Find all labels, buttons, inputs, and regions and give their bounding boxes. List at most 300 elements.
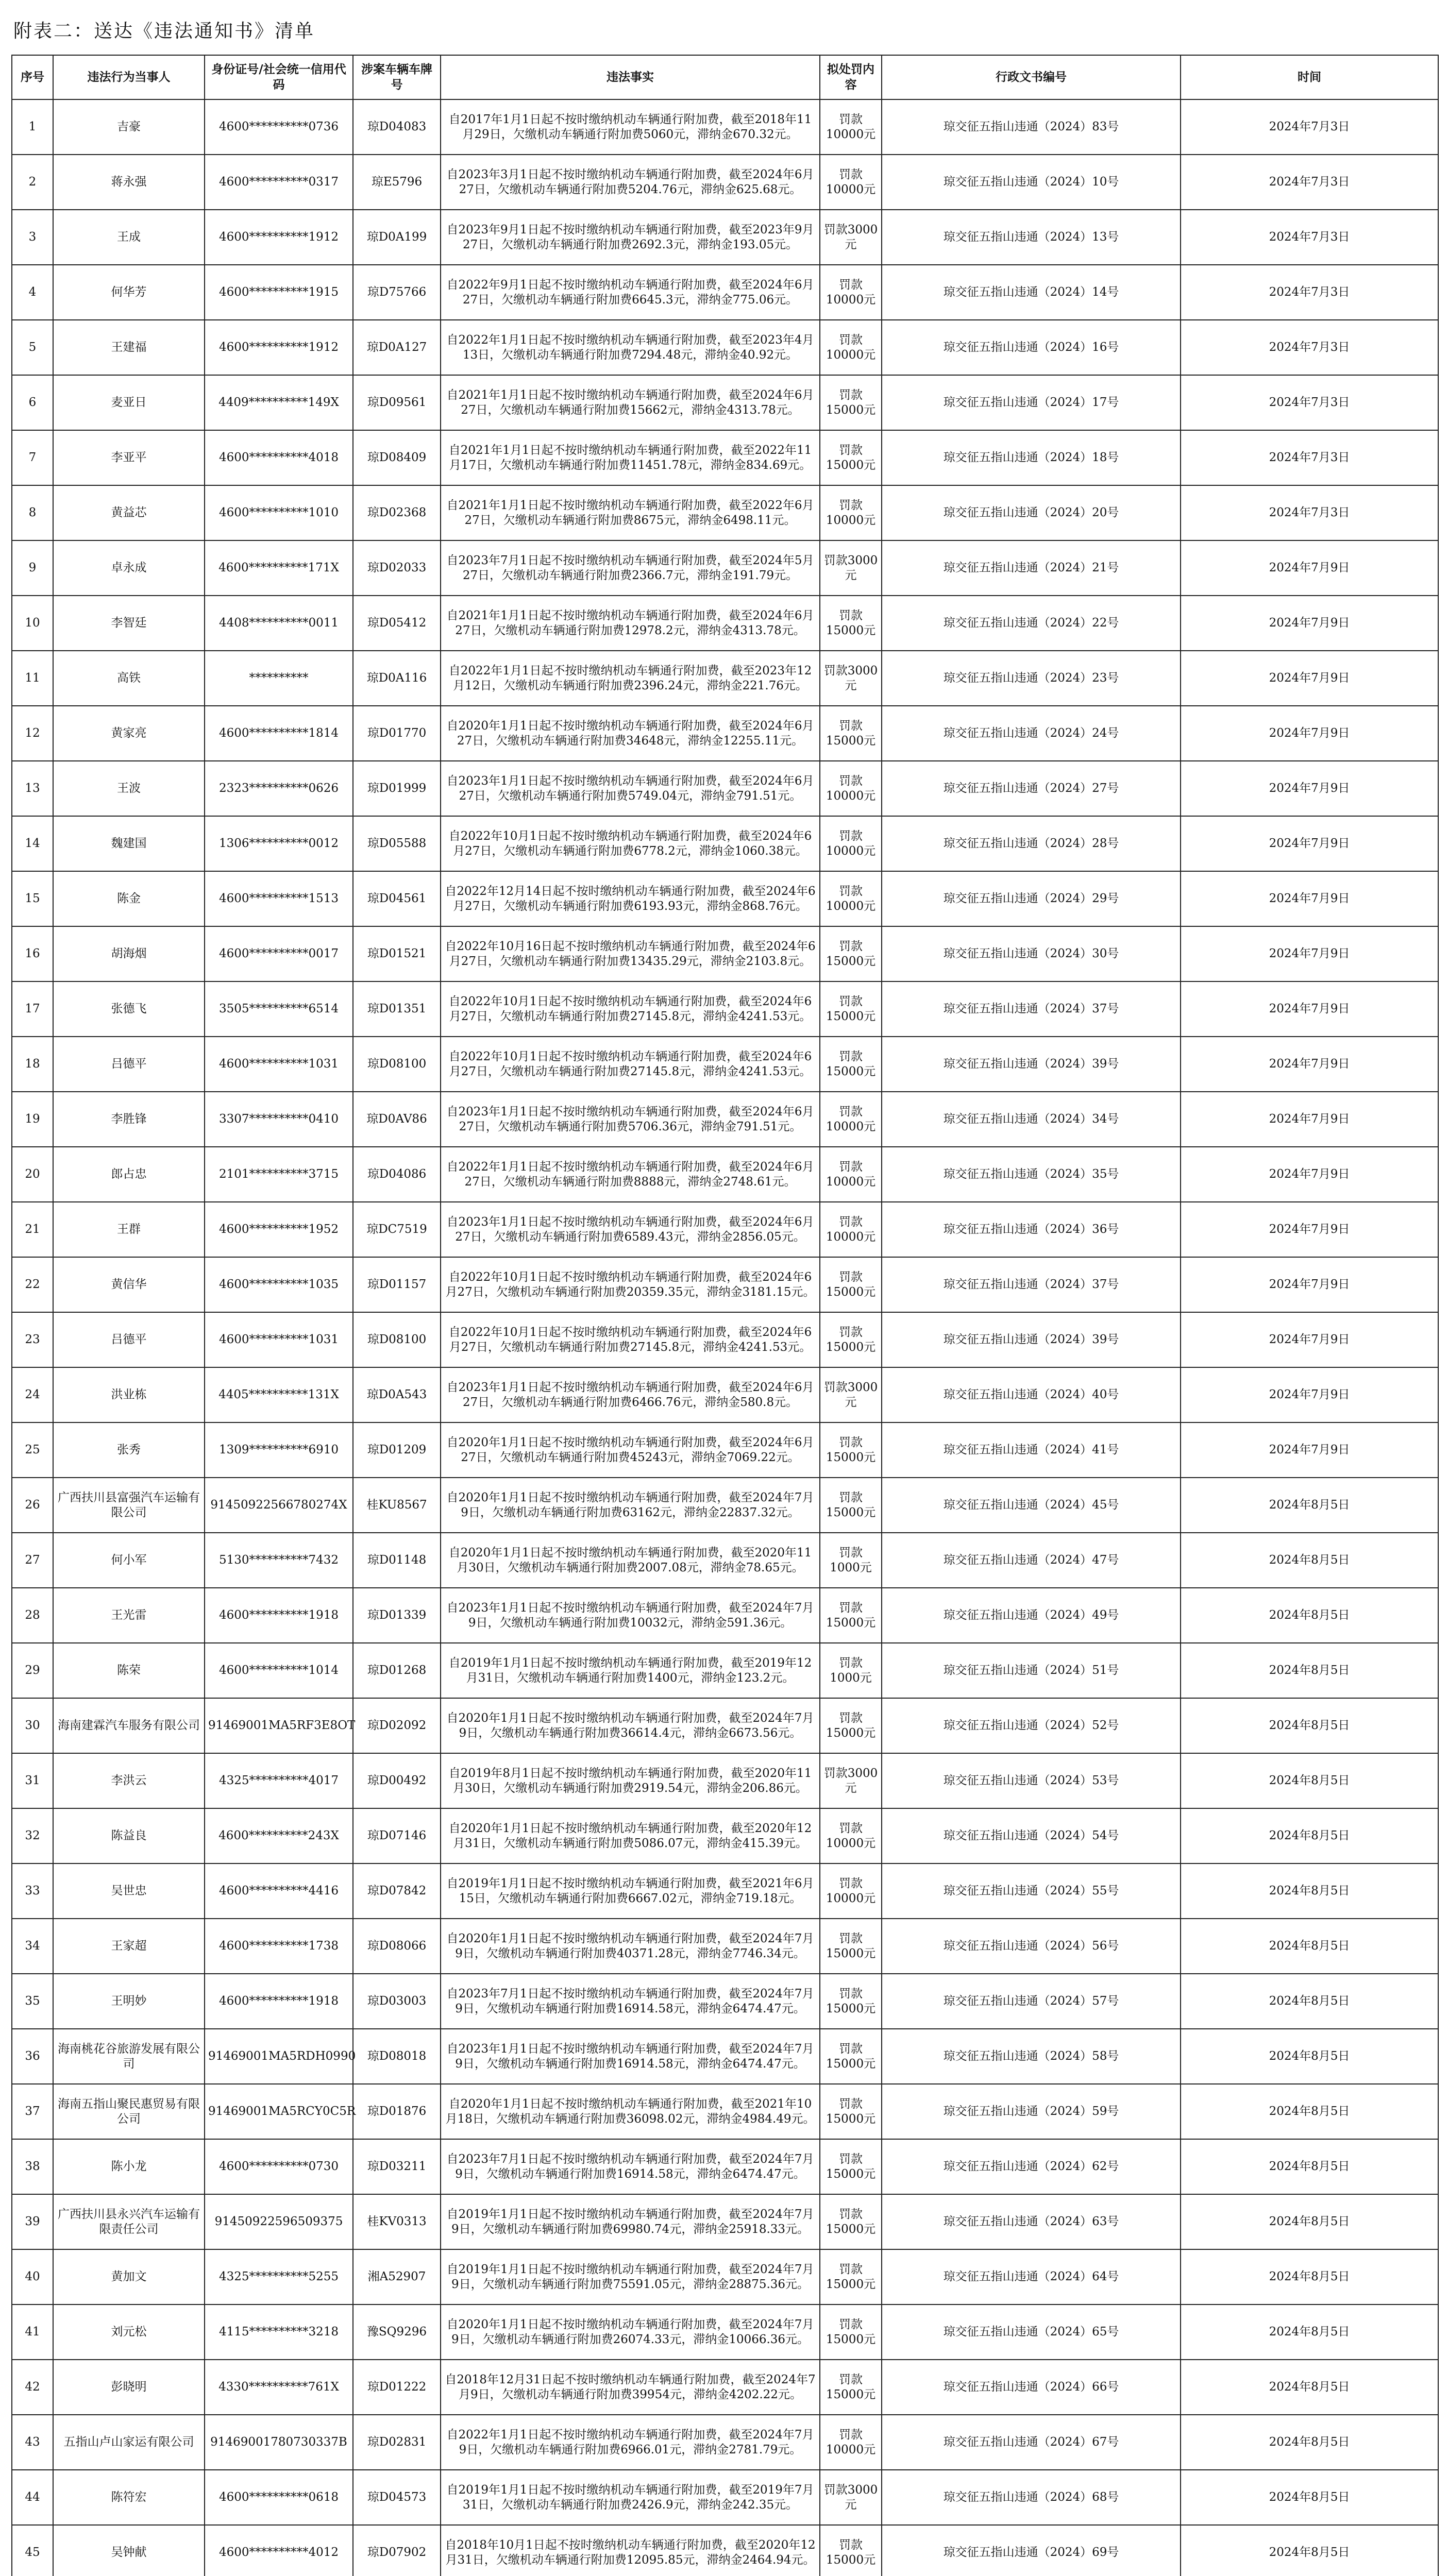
- cell-id-number: 4405**********131X: [205, 1367, 353, 1422]
- cell-document-number: 琼交征五指山违通（2024）47号: [882, 1533, 1181, 1588]
- cell-document-number: 琼交征五指山违通（2024）24号: [882, 706, 1181, 761]
- cell-index: 16: [12, 926, 53, 981]
- cell-date: 2024年7月3日: [1181, 155, 1438, 210]
- table-row: [12, 926, 1438, 981]
- cell-plate: 湘A52907: [353, 2249, 441, 2304]
- cell-date: 2024年8月5日: [1181, 2470, 1438, 2525]
- cell-party: 刘元松: [53, 2304, 205, 2360]
- cell-plate: 琼D07842: [353, 1863, 441, 1919]
- cell-index: 22: [12, 1257, 53, 1312]
- cell-id-number: 4409**********149X: [205, 375, 353, 430]
- cell-index: 8: [12, 485, 53, 540]
- cell-plate: 琼D02831: [353, 2415, 441, 2470]
- cell-penalty: 罚款 15000元: [820, 706, 882, 761]
- cell-facts: 自2020年1月1日起不按时缴纳机动车辆通行附加费，截至2024年6月27日，欠缴机动车辆通行附加费34648元，滞纳金12255.11元。: [441, 706, 820, 761]
- cell-plate: 琼D01222: [353, 2360, 441, 2415]
- cell-facts: 自2023年7月1日起不按时缴纳机动车辆通行附加费，截至2024年7月9日，欠缴机动车辆通行附加费16914.58元，滞纳金6474.47元。: [441, 2139, 820, 2194]
- cell-index: 43: [12, 2415, 53, 2470]
- cell-document-number: 琼交征五指山违通（2024）34号: [882, 1092, 1181, 1147]
- table-row: [12, 265, 1438, 320]
- cell-penalty: 罚款 15000元: [820, 1037, 882, 1092]
- cell-date: 2024年8月5日: [1181, 2194, 1438, 2249]
- cell-plate: 琼D04561: [353, 871, 441, 926]
- cell-index: 31: [12, 1753, 53, 1808]
- cell-party: 黄益芯: [53, 485, 205, 540]
- cell-index: 3: [12, 210, 53, 265]
- cell-index: 9: [12, 540, 53, 596]
- cell-penalty: 罚款 10000元: [820, 1808, 882, 1863]
- cell-id-number: 4600**********1031: [205, 1037, 353, 1092]
- cell-date: 2024年8月5日: [1181, 1974, 1438, 2029]
- cell-party: 广西扶川县富强汽车运输有限公司: [53, 1478, 205, 1533]
- header-index: 序号: [12, 55, 53, 99]
- cell-plate: 琼D04573: [353, 2470, 441, 2525]
- cell-party: 张德飞: [53, 981, 205, 1037]
- cell-document-number: 琼交征五指山违通（2024）62号: [882, 2139, 1181, 2194]
- cell-date: 2024年8月5日: [1181, 1643, 1438, 1698]
- cell-plate: 琼D03003: [353, 1974, 441, 2029]
- cell-penalty: 罚款 10000元: [820, 1147, 882, 1202]
- cell-party: 王波: [53, 761, 205, 816]
- cell-penalty: 罚款 15000元: [820, 2249, 882, 2304]
- cell-penalty: 罚款 15000元: [820, 926, 882, 981]
- cell-document-number: 琼交征五指山违通（2024）17号: [882, 375, 1181, 430]
- cell-date: 2024年7月9日: [1181, 1092, 1438, 1147]
- cell-document-number: 琼交征五指山违通（2024）36号: [882, 1202, 1181, 1257]
- cell-party: 洪业栋: [53, 1367, 205, 1422]
- cell-date: 2024年7月9日: [1181, 1037, 1438, 1092]
- cell-document-number: 琼交征五指山违通（2024）40号: [882, 1367, 1181, 1422]
- cell-document-number: 琼交征五指山违通（2024）16号: [882, 320, 1181, 375]
- cell-document-number: 琼交征五指山违通（2024）27号: [882, 761, 1181, 816]
- cell-penalty: 罚款 15000元: [820, 430, 882, 485]
- cell-document-number: 琼交征五指山违通（2024）59号: [882, 2084, 1181, 2139]
- table-row: [12, 1478, 1438, 1533]
- table-row: [12, 430, 1438, 485]
- cell-date: 2024年8月5日: [1181, 1753, 1438, 1808]
- cell-date: 2024年7月9日: [1181, 761, 1438, 816]
- cell-facts: 自2019年1月1日起不按时缴纳机动车辆通行附加费，截至2019年12月31日，欠缴机动车辆通行附加费1400元，滞纳金123.2元。: [441, 1643, 820, 1698]
- cell-facts: 自2020年1月1日起不按时缴纳机动车辆通行附加费，截至2021年10月18日，欠缴机动车辆通行附加费36098.02元，滞纳金4984.49元。: [441, 2084, 820, 2139]
- table-row: [12, 2525, 1438, 2576]
- cell-date: 2024年7月9日: [1181, 1202, 1438, 1257]
- cell-plate: 琼DC7519: [353, 1202, 441, 1257]
- cell-index: 33: [12, 1863, 53, 1919]
- cell-id-number: 2101**********3715: [205, 1147, 353, 1202]
- cell-penalty: 罚款 10000元: [820, 155, 882, 210]
- cell-index: 14: [12, 816, 53, 871]
- table-row: [12, 2029, 1438, 2084]
- cell-id-number: 4600**********1915: [205, 265, 353, 320]
- cell-index: 10: [12, 596, 53, 651]
- cell-document-number: 琼交征五指山违通（2024）20号: [882, 485, 1181, 540]
- cell-index: 34: [12, 1919, 53, 1974]
- cell-plate: 琼D07902: [353, 2525, 441, 2576]
- cell-id-number: 1309**********6910: [205, 1422, 353, 1478]
- table-row: [12, 1808, 1438, 1863]
- cell-party: 吴世忠: [53, 1863, 205, 1919]
- cell-id-number: 4600**********1912: [205, 320, 353, 375]
- cell-plate: 琼D08409: [353, 430, 441, 485]
- table-row: [12, 2470, 1438, 2525]
- cell-plate: 琼D04083: [353, 99, 441, 155]
- cell-plate: 琼D0A199: [353, 210, 441, 265]
- cell-date: 2024年8月5日: [1181, 2304, 1438, 2360]
- cell-party: 王家超: [53, 1919, 205, 1974]
- cell-facts: 自2022年1月1日起不按时缴纳机动车辆通行附加费，截至2023年4月13日，欠缴机动车辆通行附加费7294.48元，滞纳金40.92元。: [441, 320, 820, 375]
- cell-document-number: 琼交征五指山违通（2024）41号: [882, 1422, 1181, 1478]
- cell-document-number: 琼交征五指山违通（2024）66号: [882, 2360, 1181, 2415]
- cell-document-number: 琼交征五指山违通（2024）69号: [882, 2525, 1181, 2576]
- cell-id-number: 4600**********171X: [205, 540, 353, 596]
- cell-document-number: 琼交征五指山违通（2024）39号: [882, 1312, 1181, 1367]
- cell-facts: 自2020年1月1日起不按时缴纳机动车辆通行附加费，截至2024年7月9日，欠缴机动车辆通行附加费40371.28元，滞纳金7746.34元。: [441, 1919, 820, 1974]
- cell-date: 2024年8月5日: [1181, 1588, 1438, 1643]
- cell-plate: 琼D0A116: [353, 651, 441, 706]
- cell-id-number: 4600**********1513: [205, 871, 353, 926]
- cell-id-number: 91469001MA5RF3E8OT: [205, 1698, 353, 1753]
- cell-index: 40: [12, 2249, 53, 2304]
- cell-document-number: 琼交征五指山违通（2024）54号: [882, 1808, 1181, 1863]
- cell-facts: 自2022年1月1日起不按时缴纳机动车辆通行附加费，截至2023年12月12日，欠缴机动车辆通行附加费2396.24元，滞纳金221.76元。: [441, 651, 820, 706]
- cell-date: 2024年8月5日: [1181, 2029, 1438, 2084]
- cell-plate: 琼D01521: [353, 926, 441, 981]
- cell-penalty: 罚款3000元: [820, 210, 882, 265]
- cell-document-number: 琼交征五指山违通（2024）65号: [882, 2304, 1181, 2360]
- cell-id-number: 1306**********0012: [205, 816, 353, 871]
- cell-facts: 自2022年10月1日起不按时缴纳机动车辆通行附加费，截至2024年6月27日，欠缴机动车辆通行附加费27145.8元，滞纳金4241.53元。: [441, 1037, 820, 1092]
- table-row: [12, 816, 1438, 871]
- cell-facts: 自2023年1月1日起不按时缴纳机动车辆通行附加费，截至2024年7月9日，欠缴机动车辆通行附加费16914.58元，滞纳金6474.47元。: [441, 2029, 820, 2084]
- cell-date: 2024年8月5日: [1181, 2249, 1438, 2304]
- cell-document-number: 琼交征五指山违通（2024）39号: [882, 1037, 1181, 1092]
- cell-date: 2024年8月5日: [1181, 1478, 1438, 1533]
- cell-index: 36: [12, 2029, 53, 2084]
- cell-index: 32: [12, 1808, 53, 1863]
- table-row: [12, 1698, 1438, 1753]
- cell-party: 海南五指山聚民惠贸易有限公司: [53, 2084, 205, 2139]
- cell-index: 37: [12, 2084, 53, 2139]
- cell-index: 1: [12, 99, 53, 155]
- cell-index: 15: [12, 871, 53, 926]
- cell-id-number: 4600**********1031: [205, 1312, 353, 1367]
- cell-plate: 琼D09561: [353, 375, 441, 430]
- table-row: [12, 1533, 1438, 1588]
- cell-facts: 自2023年1月1日起不按时缴纳机动车辆通行附加费，截至2024年6月27日，欠缴机动车辆通行附加费5749.04元，滞纳金791.51元。: [441, 761, 820, 816]
- cell-facts: 自2021年1月1日起不按时缴纳机动车辆通行附加费，截至2022年11月17日，欠缴机动车辆通行附加费11451.78元，滞纳金834.69元。: [441, 430, 820, 485]
- table-row: [12, 981, 1438, 1037]
- cell-document-number: 琼交征五指山违通（2024）55号: [882, 1863, 1181, 1919]
- cell-penalty: 罚款 10000元: [820, 871, 882, 926]
- cell-index: 29: [12, 1643, 53, 1698]
- cell-plate: 琼D01351: [353, 981, 441, 1037]
- cell-plate: 豫SQ9296: [353, 2304, 441, 2360]
- cell-date: 2024年7月9日: [1181, 1312, 1438, 1367]
- cell-id-number: 4600**********1918: [205, 1974, 353, 2029]
- table-row: [12, 1643, 1438, 1698]
- cell-date: 2024年8月5日: [1181, 2360, 1438, 2415]
- cell-index: 44: [12, 2470, 53, 2525]
- cell-facts: 自2023年1月1日起不按时缴纳机动车辆通行附加费，截至2024年6月27日，欠缴机动车辆通行附加费6589.43元，滞纳金2856.05元。: [441, 1202, 820, 1257]
- cell-id-number: 4325**********5255: [205, 2249, 353, 2304]
- cell-facts: 自2023年1月1日起不按时缴纳机动车辆通行附加费，截至2024年7月9日，欠缴机动车辆通行附加费10032元，滞纳金591.36元。: [441, 1588, 820, 1643]
- cell-plate: 琼D0A127: [353, 320, 441, 375]
- cell-plate: 琼D01157: [353, 1257, 441, 1312]
- cell-party: 王群: [53, 1202, 205, 1257]
- cell-penalty: 罚款 10000元: [820, 761, 882, 816]
- cell-facts: 自2020年1月1日起不按时缴纳机动车辆通行附加费，截至2020年12月31日，欠缴机动车辆通行附加费5086.07元，滞纳金415.39元。: [441, 1808, 820, 1863]
- cell-penalty: 罚款 10000元: [820, 816, 882, 871]
- cell-id-number: 91469001MA5RDH0990: [205, 2029, 353, 2084]
- cell-party: 王建福: [53, 320, 205, 375]
- cell-penalty: 罚款 15000元: [820, 1698, 882, 1753]
- cell-index: 7: [12, 430, 53, 485]
- table-row: [12, 1257, 1438, 1312]
- cell-id-number: 4600**********0736: [205, 99, 353, 155]
- cell-penalty: 罚款3000元: [820, 1367, 882, 1422]
- cell-penalty: 罚款 10000元: [820, 485, 882, 540]
- cell-document-number: 琼交征五指山违通（2024）22号: [882, 596, 1181, 651]
- cell-facts: 自2023年7月1日起不按时缴纳机动车辆通行附加费，截至2024年5月27日，欠缴机动车辆通行附加费2366.7元，滞纳金191.79元。: [441, 540, 820, 596]
- document-title: 附表二：送达《违法通知书》清单: [13, 20, 315, 42]
- cell-index: 38: [12, 2139, 53, 2194]
- cell-id-number: 4600**********4416: [205, 1863, 353, 1919]
- cell-penalty: 罚款 15000元: [820, 2304, 882, 2360]
- cell-plate: 琼D08018: [353, 2029, 441, 2084]
- cell-id-number: 4600**********1912: [205, 210, 353, 265]
- table-row: [12, 871, 1438, 926]
- table-header-row: [12, 55, 1438, 99]
- table-row: [12, 1422, 1438, 1478]
- cell-date: 2024年8月5日: [1181, 1533, 1438, 1588]
- cell-plate: 琼D02092: [353, 1698, 441, 1753]
- cell-document-number: 琼交征五指山违通（2024）57号: [882, 1974, 1181, 2029]
- cell-penalty: 罚款 15000元: [820, 2525, 882, 2576]
- cell-party: 海南建霖汽车服务有限公司: [53, 1698, 205, 1753]
- cell-facts: 自2023年7月1日起不按时缴纳机动车辆通行附加费，截至2024年7月9日，欠缴机动车辆通行附加费16914.58元，滞纳金6474.47元。: [441, 1974, 820, 2029]
- cell-penalty: 罚款3000元: [820, 1753, 882, 1808]
- cell-document-number: 琼交征五指山违通（2024）68号: [882, 2470, 1181, 2525]
- cell-document-number: 琼交征五指山违通（2024）29号: [882, 871, 1181, 926]
- table-row: [12, 1974, 1438, 2029]
- cell-date: 2024年8月5日: [1181, 2084, 1438, 2139]
- cell-id-number: 91469001MA5RCY0C5R: [205, 2084, 353, 2139]
- cell-index: 18: [12, 1037, 53, 1092]
- cell-facts: 自2023年9月1日起不按时缴纳机动车辆通行附加费，截至2023年9月27日，欠缴机动车辆通行附加费2692.3元，滞纳金193.05元。: [441, 210, 820, 265]
- cell-party: 蒋永强: [53, 155, 205, 210]
- table-row: [12, 1312, 1438, 1367]
- cell-penalty: 罚款 10000元: [820, 320, 882, 375]
- cell-date: 2024年7月9日: [1181, 926, 1438, 981]
- cell-plate: 琼D04086: [353, 1147, 441, 1202]
- cell-index: 21: [12, 1202, 53, 1257]
- cell-facts: 自2022年10月16日起不按时缴纳机动车辆通行附加费，截至2024年6月27日，欠缴机动车辆通行附加费13435.29元，滞纳金2103.8元。: [441, 926, 820, 981]
- cell-party: 何华芳: [53, 265, 205, 320]
- cell-plate: 琼D00492: [353, 1753, 441, 1808]
- cell-date: 2024年7月3日: [1181, 375, 1438, 430]
- cell-index: 6: [12, 375, 53, 430]
- cell-facts: 自2020年1月1日起不按时缴纳机动车辆通行附加费，截至2024年7月9日，欠缴机动车辆通行附加费63162元，滞纳金22837.32元。: [441, 1478, 820, 1533]
- cell-id-number: 3307**********0410: [205, 1092, 353, 1147]
- header-plate: 涉案车辆车牌号: [353, 55, 441, 99]
- cell-party: 陈荣: [53, 1643, 205, 1698]
- cell-id-number: 91469001780730337B: [205, 2415, 353, 2470]
- cell-penalty: 罚款3000元: [820, 2470, 882, 2525]
- cell-index: 11: [12, 651, 53, 706]
- cell-index: 24: [12, 1367, 53, 1422]
- cell-penalty: 罚款 15000元: [820, 1919, 882, 1974]
- notice-list-table: [11, 55, 1439, 2576]
- cell-document-number: 琼交征五指山违通（2024）52号: [882, 1698, 1181, 1753]
- cell-party: 黄信华: [53, 1257, 205, 1312]
- cell-document-number: 琼交征五指山违通（2024）13号: [882, 210, 1181, 265]
- cell-index: 23: [12, 1312, 53, 1367]
- cell-id-number: 4115**********3218: [205, 2304, 353, 2360]
- header-party: 违法行为当事人: [53, 55, 205, 99]
- cell-penalty: 罚款 10000元: [820, 1092, 882, 1147]
- cell-index: 2: [12, 155, 53, 210]
- cell-index: 4: [12, 265, 53, 320]
- cell-index: 42: [12, 2360, 53, 2415]
- table-row: [12, 2360, 1438, 2415]
- cell-id-number: 4600**********0317: [205, 155, 353, 210]
- cell-penalty: 罚款 15000元: [820, 2084, 882, 2139]
- cell-document-number: 琼交征五指山违通（2024）49号: [882, 1588, 1181, 1643]
- cell-document-number: 琼交征五指山违通（2024）14号: [882, 265, 1181, 320]
- cell-plate: 桂KV0313: [353, 2194, 441, 2249]
- cell-document-number: 琼交征五指山违通（2024）67号: [882, 2415, 1181, 2470]
- cell-document-number: 琼交征五指山违通（2024）28号: [882, 816, 1181, 871]
- cell-party: 张秀: [53, 1422, 205, 1478]
- cell-plate: 琼D0A543: [353, 1367, 441, 1422]
- table-row: [12, 2139, 1438, 2194]
- cell-index: 27: [12, 1533, 53, 1588]
- cell-plate: 琼D01999: [353, 761, 441, 816]
- header-penalty: 拟处罚内容: [820, 55, 882, 99]
- cell-document-number: 琼交征五指山违通（2024）51号: [882, 1643, 1181, 1698]
- cell-date: 2024年7月3日: [1181, 99, 1438, 155]
- cell-penalty: 罚款3000元: [820, 540, 882, 596]
- cell-facts: 自2020年1月1日起不按时缴纳机动车辆通行附加费，截至2024年6月27日，欠缴机动车辆通行附加费45243元，滞纳金7069.22元。: [441, 1422, 820, 1478]
- cell-party: 陈小龙: [53, 2139, 205, 2194]
- cell-party: 何小军: [53, 1533, 205, 1588]
- cell-facts: 自2019年8月1日起不按时缴纳机动车辆通行附加费，截至2020年11月30日，欠缴机动车辆通行附加费2919.54元，滞纳金206.86元。: [441, 1753, 820, 1808]
- cell-facts: 自2023年3月1日起不按时缴纳机动车辆通行附加费，截至2024年6月27日，欠缴机动车辆通行附加费5204.76元，滞纳金625.68元。: [441, 155, 820, 210]
- cell-penalty: 罚款 10000元: [820, 265, 882, 320]
- cell-date: 2024年7月3日: [1181, 320, 1438, 375]
- cell-date: 2024年7月9日: [1181, 1147, 1438, 1202]
- cell-index: 39: [12, 2194, 53, 2249]
- cell-penalty: 罚款 15000元: [820, 2194, 882, 2249]
- table-row: [12, 1588, 1438, 1643]
- header-id-number: 身份证号/社会统一信用代码: [205, 55, 353, 99]
- cell-date: 2024年7月3日: [1181, 265, 1438, 320]
- cell-facts: 自2022年1月1日起不按时缴纳机动车辆通行附加费，截至2024年7月9日，欠缴机动车辆通行附加费6966.01元，滞纳金2781.79元。: [441, 2415, 820, 2470]
- cell-party: 王成: [53, 210, 205, 265]
- cell-date: 2024年7月9日: [1181, 706, 1438, 761]
- cell-date: 2024年8月5日: [1181, 1698, 1438, 1753]
- cell-penalty: 罚款 15000元: [820, 1312, 882, 1367]
- table-row: [12, 540, 1438, 596]
- cell-party: 彭晓明: [53, 2360, 205, 2415]
- cell-plate: 琼D01770: [353, 706, 441, 761]
- table-row: [12, 651, 1438, 706]
- cell-penalty: 罚款 15000元: [820, 2139, 882, 2194]
- table-row: [12, 1863, 1438, 1919]
- cell-document-number: 琼交征五指山违通（2024）45号: [882, 1478, 1181, 1533]
- cell-facts: 自2020年1月1日起不按时缴纳机动车辆通行附加费，截至2020年11月30日，欠缴机动车辆通行附加费2007.08元，滞纳金78.65元。: [441, 1533, 820, 1588]
- table-row: [12, 1202, 1438, 1257]
- cell-plate: 琼D02368: [353, 485, 441, 540]
- cell-date: 2024年7月3日: [1181, 485, 1438, 540]
- cell-id-number: 2323**********0626: [205, 761, 353, 816]
- cell-facts: 自2017年1月1日起不按时缴纳机动车辆通行附加费，截至2018年11月29日，欠缴机动车辆通行附加费5060元，滞纳金670.32元。: [441, 99, 820, 155]
- cell-party: 魏建国: [53, 816, 205, 871]
- cell-id-number: 4408**********0011: [205, 596, 353, 651]
- cell-id-number: 4600**********4018: [205, 430, 353, 485]
- cell-party: 李洪云: [53, 1753, 205, 1808]
- table-row: [12, 596, 1438, 651]
- cell-index: 45: [12, 2525, 53, 2576]
- cell-date: 2024年7月9日: [1181, 871, 1438, 926]
- cell-id-number: 5130**********7432: [205, 1533, 353, 1588]
- cell-id-number: 4600**********1814: [205, 706, 353, 761]
- cell-facts: 自2019年1月1日起不按时缴纳机动车辆通行附加费，截至2019年7月31日，欠缴机动车辆通行附加费2426.9元，滞纳金242.35元。: [441, 2470, 820, 2525]
- cell-facts: 自2021年1月1日起不按时缴纳机动车辆通行附加费，截至2024年6月27日，欠缴机动车辆通行附加费15662元，滞纳金4313.78元。: [441, 375, 820, 430]
- table-row: [12, 2194, 1438, 2249]
- cell-date: 2024年8月5日: [1181, 1808, 1438, 1863]
- table-row: [12, 761, 1438, 816]
- cell-facts: 自2020年1月1日起不按时缴纳机动车辆通行附加费，截至2024年7月9日，欠缴机动车辆通行附加费36614.4元，滞纳金6673.56元。: [441, 1698, 820, 1753]
- cell-party: 胡海烟: [53, 926, 205, 981]
- cell-plate: 琼D01268: [353, 1643, 441, 1698]
- cell-penalty: 罚款 15000元: [820, 2360, 882, 2415]
- cell-plate: 琼D03211: [353, 2139, 441, 2194]
- cell-index: 12: [12, 706, 53, 761]
- table-row: [12, 1753, 1438, 1808]
- cell-party: 吉豪: [53, 99, 205, 155]
- cell-party: 卓永成: [53, 540, 205, 596]
- cell-date: 2024年7月9日: [1181, 596, 1438, 651]
- cell-id-number: 4600**********0017: [205, 926, 353, 981]
- cell-facts: 自2020年1月1日起不按时缴纳机动车辆通行附加费，截至2024年7月9日，欠缴机动车辆通行附加费26074.33元，滞纳金10066.36元。: [441, 2304, 820, 2360]
- cell-plate: 琼D01339: [353, 1588, 441, 1643]
- cell-id-number: 4600**********1010: [205, 485, 353, 540]
- cell-plate: 琼D75766: [353, 265, 441, 320]
- cell-document-number: 琼交征五指山违通（2024）56号: [882, 1919, 1181, 1974]
- cell-party: 郎占忠: [53, 1147, 205, 1202]
- cell-document-number: 琼交征五指山违通（2024）18号: [882, 430, 1181, 485]
- cell-id-number: 4600**********1918: [205, 1588, 353, 1643]
- cell-date: 2024年7月9日: [1181, 1367, 1438, 1422]
- cell-date: 2024年7月9日: [1181, 1257, 1438, 1312]
- cell-date: 2024年7月9日: [1181, 540, 1438, 596]
- cell-document-number: 琼交征五指山违通（2024）53号: [882, 1753, 1181, 1808]
- cell-index: 17: [12, 981, 53, 1037]
- cell-date: 2024年7月3日: [1181, 430, 1438, 485]
- cell-id-number: 91450922566780274X: [205, 1478, 353, 1533]
- cell-index: 25: [12, 1422, 53, 1478]
- cell-penalty: 罚款 10000元: [820, 2415, 882, 2470]
- cell-date: 2024年8月5日: [1181, 2415, 1438, 2470]
- cell-penalty: 罚款 15000元: [820, 1974, 882, 2029]
- cell-penalty: 罚款 15000元: [820, 596, 882, 651]
- cell-facts: 自2018年10月1日起不按时缴纳机动车辆通行附加费，截至2020年12月31日，欠缴机动车辆通行附加费12095.85元，滞纳金2464.94元。: [441, 2525, 820, 2576]
- cell-penalty: 罚款 1000元: [820, 1643, 882, 1698]
- cell-id-number: 3505**********6514: [205, 981, 353, 1037]
- cell-plate: 琼D02033: [353, 540, 441, 596]
- cell-document-number: 琼交征五指山违通（2024）35号: [882, 1147, 1181, 1202]
